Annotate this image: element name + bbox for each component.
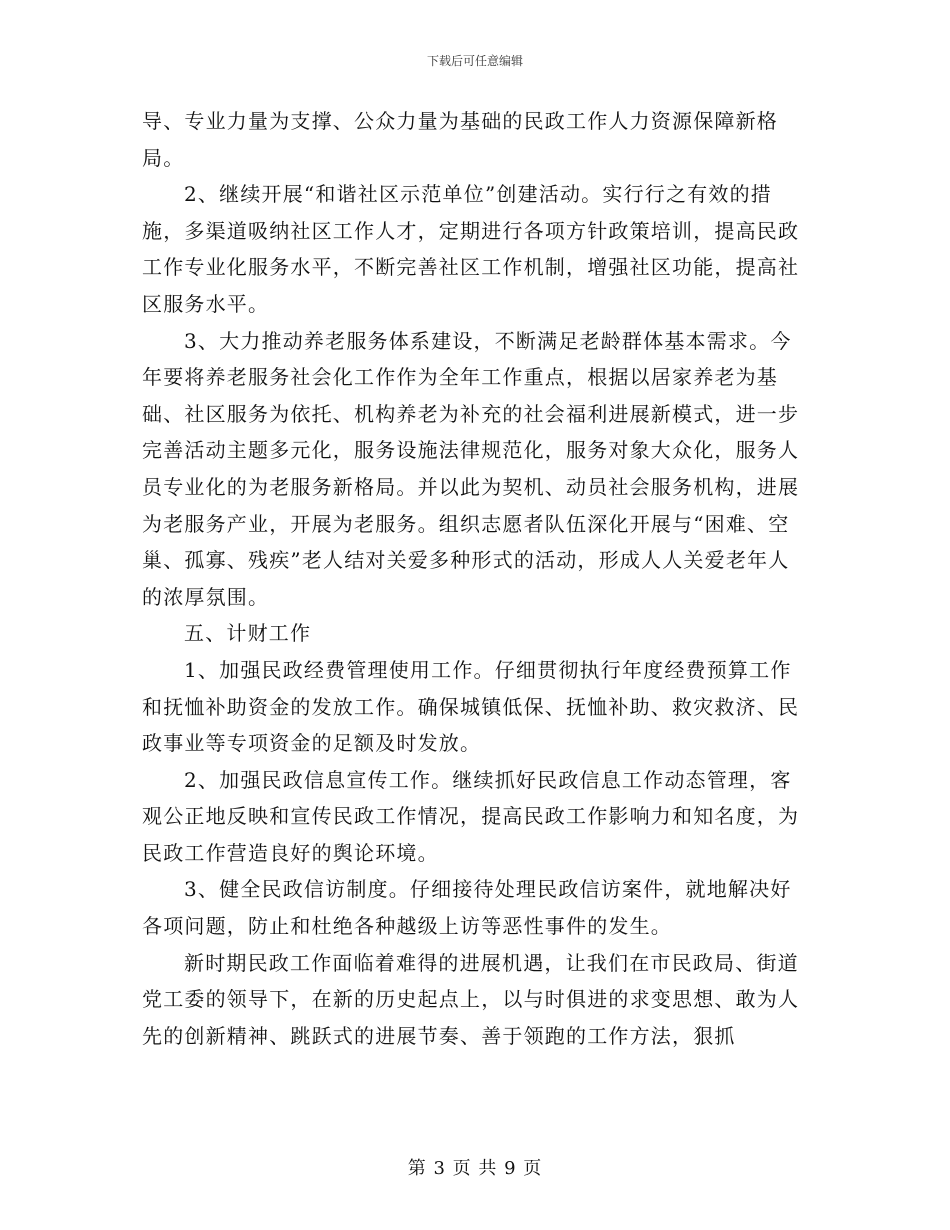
paragraph-fund-management: 1、加强民政经费管理使用工作。仔细贯彻执行年度经费预算工作和抚恤补助资金的发放工作。确保城镇低保、抚恤补助、救灾救济、民政事业等专项资金的足额及时发放。 — [142, 657, 800, 756]
paragraph-closing: 新时期民政工作面临着难得的进展机遇，让我们在市民政局、街道党工委的领导下，在新的历史起点上，以与时俱进的求变思想、敢为人先的创新精神、跳跃式的进展节奏、善于领跑的工作方法，狠抓 — [142, 950, 800, 1048]
document-body — [142, 103, 808, 1054]
paragraph-petition-system: 3、健全民政信访制度。仔细接待处理民政信访案件，就地解决好各项问题，防止和杜绝各种越级上访等恶性事件的发生。 — [142, 877, 792, 939]
page-number-footer: 第 3 页 共 9 页 — [407, 1158, 543, 1179]
section-heading-finance: 五、计财工作 — [184, 621, 312, 646]
paragraph-continuation: 导、专业力量为支撑、公众力量为基础的民政工作人力资源保障新格局。 — [142, 109, 778, 170]
paragraph-community-demo-unit: 2、继续开展“和谐社区示范单位”创建活动。实行行之有效的措施，多渠道吸纳社区工作人才，定期进行各项方针政策培训，提高民政工作专业化服务水平，不断完善社区工作机制，增强社区功能，提高社区服务水平。 — [142, 182, 800, 316]
paragraph-elderly-care-system: 3、大力推动养老服务体系建设，不断满足老龄群体基本需求。今年要将养老服务社会化工作作为全年工作重点，根据以居家养老为基础、社区服务为依托、机构养老为补充的社会福利进展新模式，进一步完善活动主题多元化，服务设施法律规范化，服务对象大众化，服务人员专业化的为老服务新格局。并以此为契机、动员社会服务机构，进展为老服务产业，开展为老服务。组织志愿者队伍深化开展与“困难、空巢、孤寡、残疾”老人结对关爱多种形式的活动，形成人人关爱老年人的浓厚氛围。 — [142, 328, 800, 609]
paragraph-information-publicity: 2、加强民政信息宣传工作。继续抓好民政信息工作动态管理，客观公正地反映和宣传民政工作情况，提高民政工作影响力和知名度，为民政工作营造良好的舆论环境。 — [142, 767, 800, 865]
page-header: 下载后可任意编辑 — [426, 54, 523, 68]
